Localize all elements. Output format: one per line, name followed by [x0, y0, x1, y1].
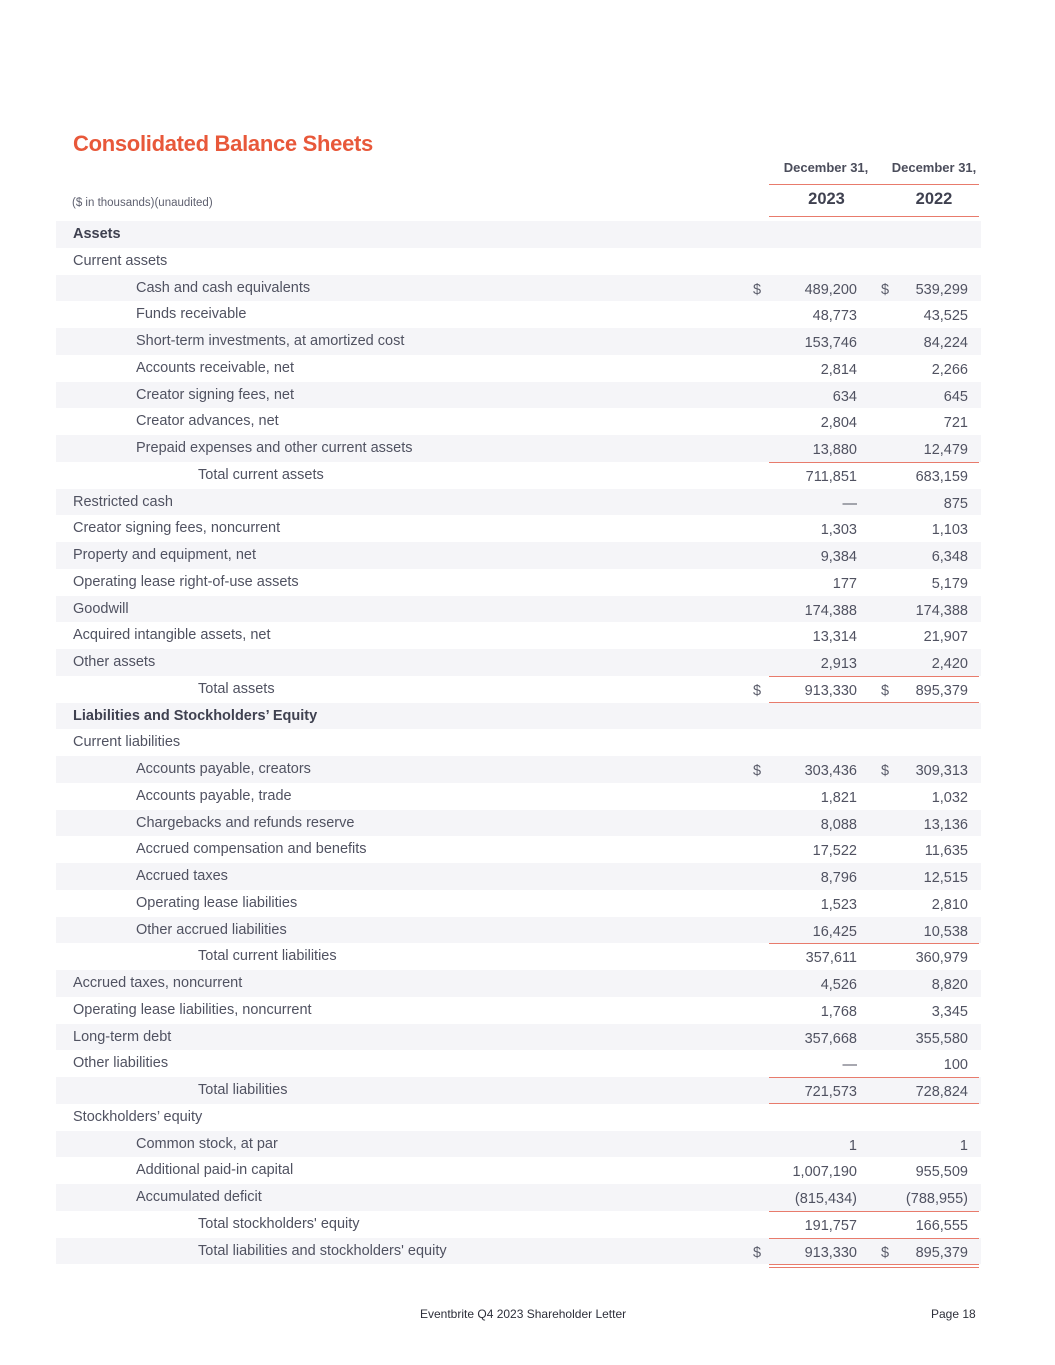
page-number: 18 — [962, 1307, 976, 1321]
subtotal-rule — [769, 462, 874, 463]
row-label: Stockholders’ equity — [73, 1108, 203, 1125]
row-label: Property and equipment, net — [73, 547, 256, 563]
row-label: Other assets — [73, 654, 156, 670]
row-label: Creator advances, net — [136, 413, 279, 430]
value-2023: 1,768 — [820, 1003, 857, 1020]
subtotal-rule — [874, 1077, 979, 1078]
subtotal-rule — [874, 676, 979, 677]
column-header-2022-label: December 31, — [891, 160, 977, 175]
value-2022: 895,379 — [915, 682, 968, 699]
currency-symbol: $ — [753, 281, 762, 298]
table-row — [56, 1024, 981, 1051]
value-2022: 10,538 — [923, 923, 968, 940]
value-2023: 1,007,190 — [792, 1164, 857, 1181]
value-2023: — — [842, 1057, 857, 1074]
value-2022: 6,348 — [931, 549, 968, 565]
table-row — [56, 408, 981, 435]
footer-title: Eventbrite Q4 2023 Shareholder Letter — [420, 1307, 627, 1321]
footer-page-number — [931, 1307, 976, 1321]
value-2023: 303,436 — [804, 763, 857, 779]
column-year-2023: 2023 — [808, 190, 845, 208]
table-row — [56, 622, 981, 649]
units-note: ($ in thousands)(unaudited) — [72, 197, 213, 209]
value-2023: 357,611 — [805, 950, 857, 967]
value-2022: 895,379 — [915, 1244, 968, 1261]
row-label: Operating lease liabilities — [136, 894, 298, 911]
row-label: Liabilities and Stockholders’ Equity — [73, 707, 318, 724]
value-2022: 2,266 — [931, 361, 968, 378]
row-label: Other accrued liabilities — [136, 921, 287, 938]
value-2023: 489,200 — [804, 281, 857, 298]
subtotal-rule — [769, 943, 874, 944]
table-row — [56, 810, 981, 837]
row-label: Common stock, at par — [136, 1135, 278, 1152]
page-label: Page — [931, 1307, 960, 1321]
currency-symbol: $ — [881, 281, 890, 298]
subtotal-rule — [769, 1211, 874, 1212]
value-2023: 16,425 — [812, 923, 857, 940]
header-rule-bottom — [769, 216, 979, 217]
table-row — [56, 275, 981, 302]
table-row — [56, 729, 981, 756]
row-label: Long-term debt — [73, 1028, 172, 1045]
value-2023: 13,314 — [812, 629, 857, 646]
value-2023: — — [842, 495, 857, 512]
table-row — [56, 863, 981, 890]
value-2023: 1,303 — [820, 522, 857, 539]
value-2022: 955,509 — [915, 1164, 968, 1181]
value-2023: 913,330 — [804, 682, 857, 699]
value-2022: 721 — [943, 415, 968, 432]
value-2023: 4,526 — [820, 977, 857, 993]
row-label: Operating lease right-of-use assets — [73, 573, 299, 590]
row-label: Chargebacks and refunds reserve — [136, 814, 355, 831]
value-2023: 13,880 — [812, 442, 857, 458]
row-label: Acquired intangible assets, net — [73, 627, 271, 644]
row-label: Short-term investments, at amortized cost — [136, 333, 405, 349]
table-row — [56, 435, 981, 462]
row-label: Current liabilities — [73, 734, 181, 751]
value-2023: 357,668 — [804, 1030, 857, 1047]
row-label: Restricted cash — [73, 493, 173, 510]
table-row — [56, 917, 981, 944]
table-row — [56, 1131, 981, 1158]
row-label: Accrued taxes — [136, 868, 228, 884]
value-2023: 8,796 — [820, 870, 857, 886]
value-2022: 2,420 — [931, 656, 968, 672]
row-label: Accounts payable, creators — [136, 761, 311, 777]
value-2023: 48,773 — [812, 308, 857, 325]
table-row — [56, 1050, 981, 1077]
row-label: Accounts payable, trade — [136, 787, 292, 804]
section-header-row — [56, 221, 981, 248]
value-2023: 2,913 — [820, 656, 857, 672]
value-2023: 721,573 — [804, 1084, 857, 1100]
row-label: Accrued compensation and benefits — [136, 841, 367, 858]
row-label: Total current assets — [198, 466, 324, 483]
value-2023: 711,851 — [805, 468, 857, 485]
value-2023: 8,088 — [820, 816, 857, 833]
total-row — [56, 1211, 981, 1238]
value-2023: 174,388 — [804, 602, 857, 619]
value-2022: 12,515 — [923, 870, 968, 886]
double-rule — [874, 1264, 979, 1265]
row-label: Goodwill — [73, 600, 129, 617]
total-row — [56, 1238, 981, 1265]
subtotal-rule — [769, 676, 874, 677]
table-row — [56, 783, 981, 810]
table-row — [56, 836, 981, 863]
value-2023: 9,384 — [820, 549, 857, 565]
row-label: Current assets — [73, 252, 168, 269]
double-rule — [769, 1264, 874, 1265]
value-2023: 1,821 — [820, 789, 857, 806]
total-row — [56, 462, 981, 489]
table-row — [56, 382, 981, 409]
value-2022: 5,179 — [931, 575, 968, 592]
value-2022: 1,032 — [931, 789, 968, 806]
table-row — [56, 890, 981, 917]
value-2022: 875 — [943, 495, 968, 512]
value-2023: 634 — [832, 388, 857, 405]
column-header-2023-label: December 31, — [783, 160, 869, 175]
table-row — [56, 1104, 981, 1131]
value-2022: (788,955) — [905, 1191, 968, 1207]
value-2022: 100 — [943, 1057, 968, 1074]
value-2022: 360,979 — [915, 950, 968, 967]
total-row — [56, 676, 981, 703]
row-label: Total stockholders' equity — [198, 1215, 360, 1232]
value-2022: 355,580 — [915, 1030, 968, 1047]
table-row — [56, 328, 981, 355]
table-row — [56, 756, 981, 783]
value-2023: 1 — [848, 1137, 857, 1154]
table-row — [56, 649, 981, 676]
table-row — [56, 970, 981, 997]
header-rule-top — [769, 184, 979, 185]
double-rule — [769, 1267, 874, 1268]
row-label: Creator signing fees, noncurrent — [73, 520, 281, 537]
currency-symbol: $ — [753, 763, 762, 779]
value-2022: 683,159 — [915, 468, 968, 485]
table-row — [56, 301, 981, 328]
table-row — [56, 355, 981, 382]
currency-symbol: $ — [881, 1244, 890, 1261]
table-row — [56, 542, 981, 569]
double-rule — [874, 1267, 979, 1268]
subtotal-rule — [769, 1077, 874, 1078]
value-2022: 3,345 — [931, 1003, 968, 1020]
row-label: Creator signing fees, net — [136, 386, 294, 403]
value-2022: 11,635 — [924, 843, 968, 860]
value-2022: 645 — [943, 388, 968, 405]
value-2022: 13,136 — [923, 816, 968, 833]
table-row — [56, 248, 981, 275]
section-header-row — [56, 703, 981, 730]
currency-symbol: $ — [881, 682, 890, 699]
value-2023: 2,814 — [820, 361, 857, 378]
value-2022: 2,810 — [931, 896, 968, 913]
table-row — [56, 569, 981, 596]
table-row — [56, 1157, 981, 1184]
total-row — [56, 1077, 981, 1104]
subtotal-rule — [874, 943, 979, 944]
value-2022: 166,555 — [915, 1217, 968, 1234]
row-label: Accumulated deficit — [136, 1189, 262, 1205]
row-label: Cash and cash equivalents — [136, 279, 311, 296]
subtotal-rule — [874, 1238, 979, 1239]
row-label: Funds receivable — [136, 306, 247, 323]
table-row — [56, 596, 981, 623]
row-label: Total assets — [198, 680, 275, 697]
table-row — [56, 1184, 981, 1211]
row-label: Other liabilities — [73, 1055, 169, 1072]
currency-symbol: $ — [753, 1244, 762, 1261]
table-row — [56, 489, 981, 516]
value-2023: 191,757 — [804, 1217, 857, 1234]
row-label: Total liabilities and stockholders' equity — [198, 1242, 447, 1259]
column-year-2022: 2022 — [915, 190, 953, 208]
value-2022: 12,479 — [923, 442, 968, 458]
value-2022: 309,313 — [915, 763, 968, 779]
value-2022: 539,299 — [915, 281, 968, 298]
row-label: Additional paid-in capital — [136, 1162, 294, 1179]
value-2023: (815,434) — [794, 1191, 857, 1207]
value-2023: 17,522 — [812, 843, 857, 860]
row-label: Total liabilities — [198, 1082, 288, 1098]
value-2022: 43,525 — [923, 308, 968, 325]
value-2023: 913,330 — [804, 1244, 857, 1261]
value-2022: 1 — [959, 1137, 968, 1154]
table-row — [56, 997, 981, 1024]
page-title: Consolidated Balance Sheets — [73, 131, 373, 156]
value-2022: 1,103 — [931, 522, 968, 539]
row-label: Prepaid expenses and other current assets — [136, 440, 413, 456]
row-label: Total current liabilities — [198, 948, 337, 965]
balance-sheet-table — [56, 221, 981, 1264]
row-label: Operating lease liabilities, noncurrent — [73, 1001, 312, 1018]
currency-symbol: $ — [881, 763, 890, 779]
row-label: Assets — [73, 226, 121, 242]
value-2023: 2,804 — [820, 415, 857, 432]
currency-symbol: $ — [753, 682, 762, 699]
total-row — [56, 943, 981, 970]
value-2022: 84,224 — [923, 335, 968, 351]
value-2022: 8,820 — [931, 977, 968, 993]
row-label: Accrued taxes, noncurrent — [73, 975, 243, 991]
value-2022: 174,388 — [915, 602, 968, 619]
value-2022: 728,824 — [915, 1084, 968, 1100]
value-2022: 21,907 — [923, 629, 968, 646]
subtotal-rule — [874, 1211, 979, 1212]
subtotal-rule — [769, 1238, 874, 1239]
value-2023: 177 — [832, 575, 857, 592]
row-label: Accounts receivable, net — [136, 359, 294, 376]
value-2023: 1,523 — [820, 896, 857, 913]
subtotal-rule — [874, 462, 979, 463]
value-2023: 153,746 — [804, 335, 857, 351]
table-row — [56, 515, 981, 542]
